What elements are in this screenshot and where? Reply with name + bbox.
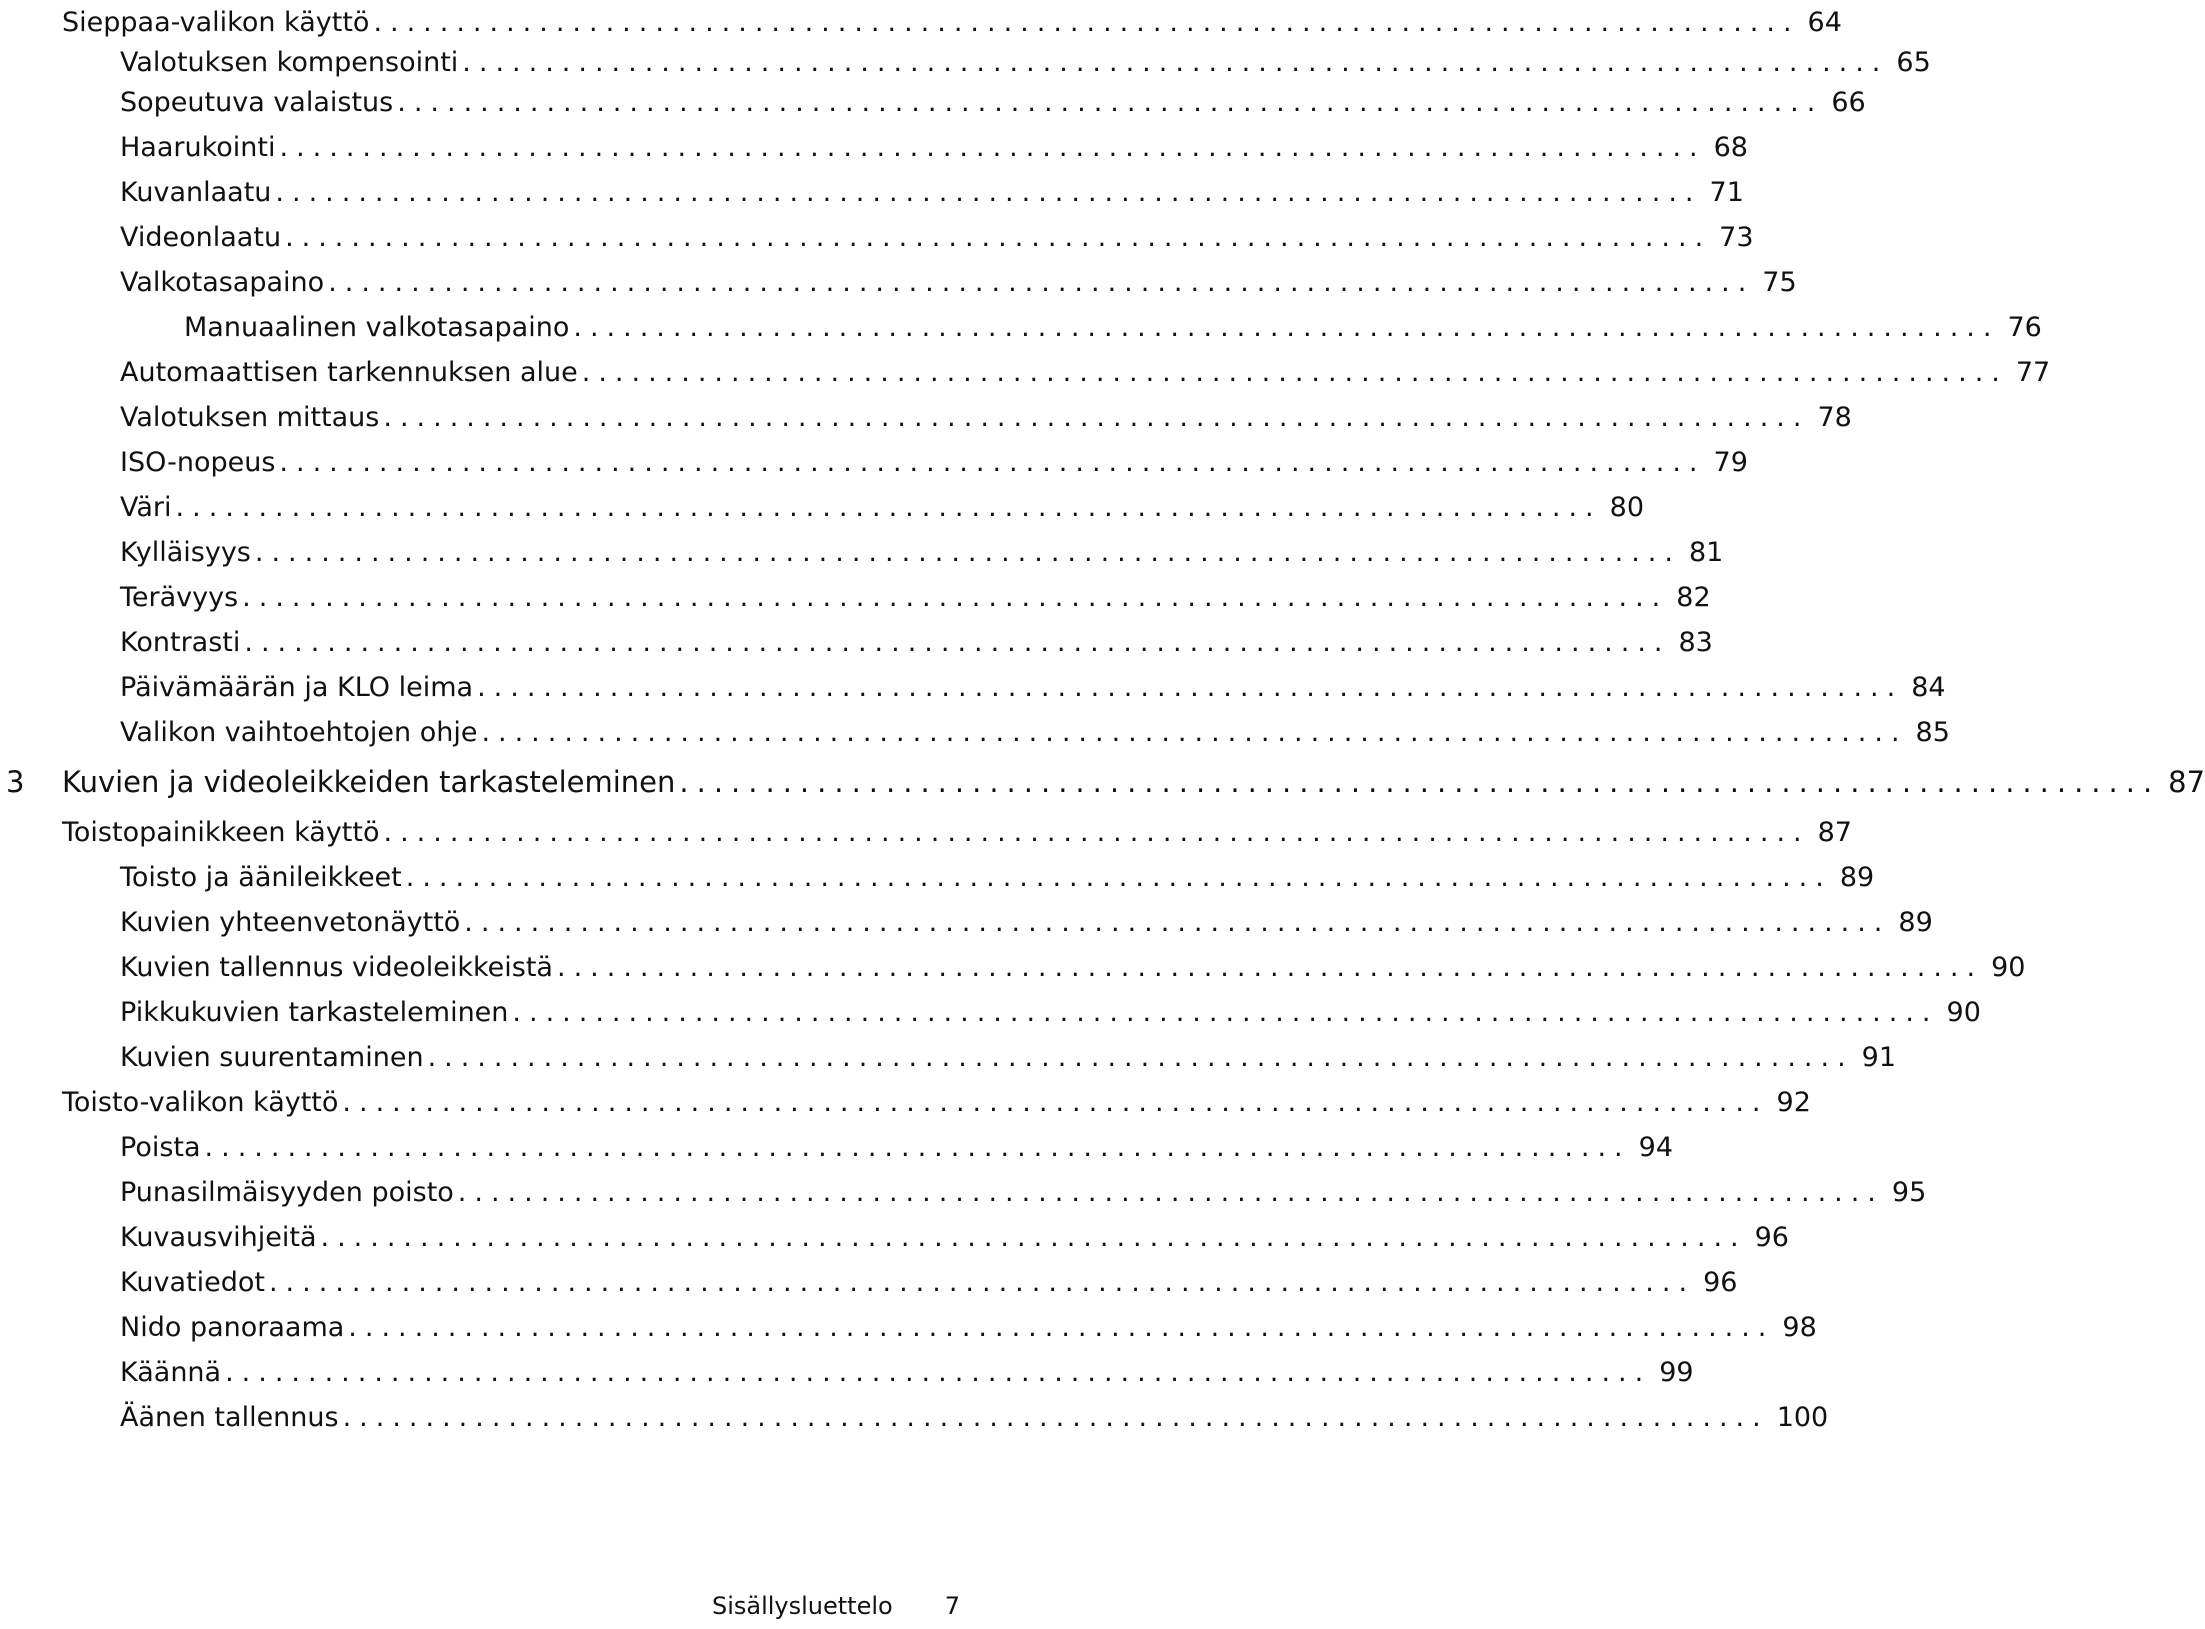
toc-entry[interactable] xyxy=(120,532,1724,572)
dot-leader: ...................................................................................... xyxy=(320,1221,1747,1253)
toc-entry[interactable] xyxy=(120,577,1711,617)
dot-leader: ...................................................................................... xyxy=(397,86,1824,118)
dot-leader: ...................................................................................... xyxy=(328,266,1755,298)
toc-entry-page: 99 xyxy=(1659,1356,1694,1388)
dot-leader: ...................................................................................... xyxy=(573,311,2000,343)
toc-entry-page: 87 xyxy=(2168,765,2205,799)
toc-entry-page: 95 xyxy=(1891,1176,1927,1208)
toc-entry-title: Sieppaa-valikon käyttö xyxy=(62,6,370,38)
toc-entry-page: 89 xyxy=(1898,906,1933,938)
toc-entry[interactable] xyxy=(120,1217,1789,1257)
dot-leader: ...................................................................................... xyxy=(405,861,1832,893)
toc-entry-page: 100 xyxy=(1776,1401,1829,1433)
dot-leader: ...................................................................................... xyxy=(268,1266,1696,1298)
toc-entry-page: 77 xyxy=(2015,356,2051,388)
toc-entry-title: Kylläisyys xyxy=(120,536,251,568)
toc-entry[interactable] xyxy=(120,397,1852,437)
toc-entry-title: Pikkukuvien tarkasteleminen xyxy=(120,996,509,1028)
toc-entry[interactable] xyxy=(120,1037,1897,1077)
dot-leader: ...................................................................................... xyxy=(244,626,1671,658)
toc-entry[interactable] xyxy=(120,172,1744,212)
toc-entry-page: 66 xyxy=(1831,86,1866,118)
toc-entry[interactable] xyxy=(120,262,1797,302)
toc-entry-title: Valkotasapaino xyxy=(120,266,325,298)
toc-entry[interactable] xyxy=(120,1352,1694,1392)
chapter-number: 3 xyxy=(6,765,25,799)
toc-entry-title: Haarukointi xyxy=(120,131,276,163)
toc-entry-title: Käännä xyxy=(120,1356,222,1388)
footer-section-title: Sisällysluettelo xyxy=(711,1592,893,1620)
toc-entry-title: Kuvausvihjeitä xyxy=(120,1221,317,1253)
toc-entry[interactable] xyxy=(120,1262,1738,1302)
toc-entry-title: Toistopainikkeen käyttö xyxy=(62,816,380,848)
dot-leader: ...................................................................................... xyxy=(383,816,1810,848)
toc-entry-page: 71 xyxy=(1709,176,1744,208)
dot-leader: ...................................................................................... xyxy=(512,996,1939,1028)
toc-entry-title: Toisto ja äänileikkeet xyxy=(120,861,402,893)
dot-leader: ...................................................................................... xyxy=(373,6,1800,38)
toc-entry[interactable] xyxy=(120,127,1748,167)
toc-entry-page: 82 xyxy=(1676,581,1711,613)
toc-entry-title: Väri xyxy=(120,491,172,523)
dot-leader: ...................................................................................... xyxy=(348,1311,1775,1343)
dot-leader: ...................................................................................... xyxy=(342,1401,1769,1433)
toc-entry[interactable] xyxy=(120,992,1981,1032)
toc-entry-title: Kuvien ja videoleikkeiden tarkasteleminen xyxy=(62,765,676,799)
dot-leader: ...................................................................................... xyxy=(383,401,1810,433)
toc-entry-title: Videonlaatu xyxy=(120,221,282,253)
toc-entry-page: 92 xyxy=(1776,1086,1811,1118)
page-footer xyxy=(620,1586,960,1626)
toc-entry-page: 76 xyxy=(2007,311,2042,343)
toc-entry-title: Valotuksen mittaus xyxy=(120,401,380,433)
toc-entry[interactable] xyxy=(62,2,1842,42)
toc-chapter-entry[interactable] xyxy=(6,762,2205,802)
toc-entry[interactable] xyxy=(120,1397,1829,1437)
toc-entry[interactable] xyxy=(120,947,2026,987)
dot-leader: ...................................................................................... xyxy=(477,671,1904,703)
toc-entry[interactable] xyxy=(120,712,1950,752)
toc-entry-title: Päivämäärän ja KLO leima xyxy=(120,671,474,703)
toc-entry[interactable] xyxy=(62,812,1852,852)
toc-entry-page: 90 xyxy=(1946,996,1981,1028)
toc-entry-title: Äänen tallennus xyxy=(120,1401,339,1433)
toc-entry-title: Punasilmäisyyden poisto xyxy=(120,1176,454,1208)
toc-entry[interactable] xyxy=(120,82,1866,122)
toc-entry-page: 78 xyxy=(1817,401,1852,433)
toc-entry-page: 85 xyxy=(1915,716,1950,748)
toc-entry-page: 75 xyxy=(1762,266,1797,298)
toc-entry[interactable] xyxy=(120,622,1713,662)
toc-entry-title: Kuvien yhteenvetonäyttö xyxy=(120,906,461,938)
dot-leader: ...................................................................................... xyxy=(679,765,2161,799)
dot-leader: ...................................................................................... xyxy=(457,1176,1884,1208)
toc-entry[interactable] xyxy=(120,1172,1927,1212)
toc-entry-title: Valikon vaihtoehtojen ohje xyxy=(120,716,478,748)
toc-entry[interactable] xyxy=(120,902,1933,942)
toc-entry-page: 87 xyxy=(1817,816,1852,848)
toc-entry[interactable] xyxy=(184,307,2042,347)
dot-leader: ...................................................................................... xyxy=(275,176,1702,208)
toc-entry[interactable] xyxy=(120,487,1644,527)
dot-leader: ...................................................................................... xyxy=(581,356,2008,388)
dot-leader: ...................................................................................... xyxy=(279,131,1706,163)
footer-page-number: 7 xyxy=(944,1592,960,1620)
dot-leader: ...................................................................................... xyxy=(225,1356,1652,1388)
toc-entry-title: Kuvanlaatu xyxy=(120,176,272,208)
toc-entry-title: Toisto-valikon käyttö xyxy=(62,1086,339,1118)
toc-entry-title: Automaattisen tarkennuksen alue xyxy=(120,356,578,388)
dot-leader: ...................................................................................... xyxy=(464,906,1891,938)
toc-entry-title: Nido panoraama xyxy=(120,1311,345,1343)
dot-leader: ...................................................................................... xyxy=(462,46,1889,78)
toc-entry[interactable] xyxy=(120,217,1754,257)
toc-entry-title: Terävyys xyxy=(120,581,239,613)
toc-entry-page: 84 xyxy=(1911,671,1946,703)
toc-entry[interactable] xyxy=(120,352,2051,392)
toc-entry-page: 68 xyxy=(1713,131,1748,163)
toc-entry[interactable] xyxy=(120,42,1931,82)
toc-entry[interactable] xyxy=(120,1127,1674,1167)
toc-entry-title: Valotuksen kompensointi xyxy=(120,46,459,78)
dot-leader: ...................................................................................... xyxy=(204,1131,1631,1163)
toc-entry-title: Kontrasti xyxy=(120,626,241,658)
dot-leader: ...................................................................................... xyxy=(342,1086,1769,1118)
toc-entry[interactable] xyxy=(62,1082,1811,1122)
toc-entry-page: 89 xyxy=(1839,861,1875,893)
dot-leader: ...................................................................................... xyxy=(427,1041,1854,1073)
toc-entry-page: 80 xyxy=(1609,491,1644,523)
toc-entry-title: Kuvien suurentaminen xyxy=(120,1041,424,1073)
toc-entry-page: 73 xyxy=(1719,221,1754,253)
toc-entry-page: 64 xyxy=(1807,6,1842,38)
toc-entry[interactable] xyxy=(120,442,1748,482)
toc-entry[interactable] xyxy=(120,667,1946,707)
toc-entry-page: 65 xyxy=(1896,46,1931,78)
dot-leader: ...................................................................................... xyxy=(279,446,1706,478)
dot-leader: ...................................................................................... xyxy=(242,581,1669,613)
toc-entry-page: 96 xyxy=(1703,1266,1738,1298)
dot-leader: ...................................................................................... xyxy=(556,951,1984,983)
dot-leader: ...................................................................................... xyxy=(481,716,1908,748)
toc-entry-page: 90 xyxy=(1991,951,2026,983)
toc-entry-title: Poista xyxy=(120,1131,201,1163)
toc-entry-page: 98 xyxy=(1782,1311,1817,1343)
dot-leader: ...................................................................................... xyxy=(285,221,1712,253)
toc-entry-page: 96 xyxy=(1754,1221,1789,1253)
dot-leader: ...................................................................................... xyxy=(175,491,1602,523)
toc-entry-page: 79 xyxy=(1713,446,1748,478)
toc-entry-page: 81 xyxy=(1688,536,1724,568)
toc-entry[interactable] xyxy=(120,857,1875,897)
toc-entry-title: Sopeutuva valaistus xyxy=(120,86,394,118)
toc-entry-title: Kuvien tallennus videoleikkeistä xyxy=(120,951,553,983)
toc-entry-title: Kuvatiedot xyxy=(120,1266,265,1298)
toc-entry[interactable] xyxy=(120,1307,1817,1347)
toc-entry-page: 94 xyxy=(1638,1131,1674,1163)
dot-leader: ...................................................................................... xyxy=(254,536,1681,568)
toc-entry-title: ISO-nopeus xyxy=(120,446,276,478)
toc-entry-page: 83 xyxy=(1678,626,1713,658)
toc-entry-page: 91 xyxy=(1861,1041,1897,1073)
toc-entry-title: Manuaalinen valkotasapaino xyxy=(184,311,570,343)
